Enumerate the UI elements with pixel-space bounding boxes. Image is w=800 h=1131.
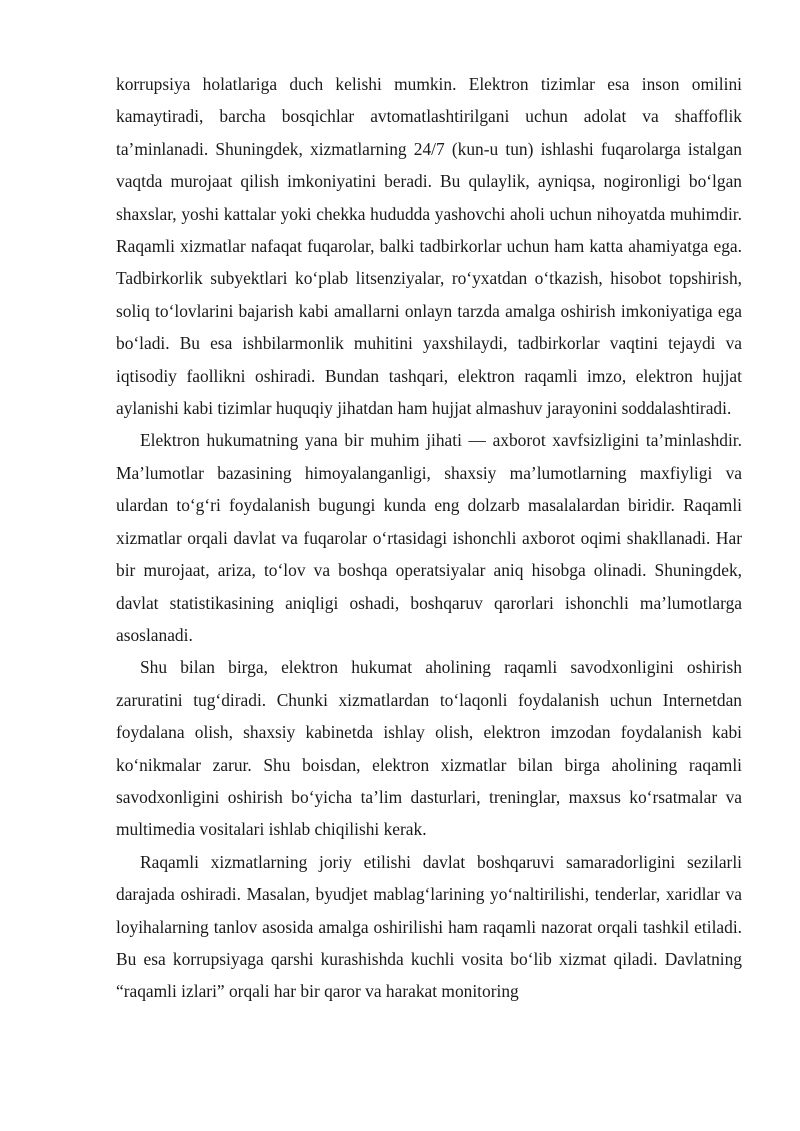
paragraph-digital-literacy: Shu bilan birga, elektron hukumat aholining raqamli savodxonligini oshirish zaruratini tug‘diradi. Chunki xizmatlardan to‘laqonli foydalanish uchun Internetdan foydalana olish, shaxsiy kabinetda ishlay olish, elektron imzodan foydalanish kabi ko‘nikmalar zarur. Shu boisdan, elektron xizmatlar bilan birga aholining raqamli savodxonligini oshirish bo‘yicha ta’lim dasturlari, treninglar, maxsus ko‘rsatmalar va multimedia vositalari ishlab chiqilishi kerak. <box>116 657 742 840</box>
paragraph-governance-efficiency: Raqamli xizmatlarning joriy etilishi davlat boshqaruvi samaradorligini sezilarli darajada oshiradi. Masalan, byudjet mablag‘larining yo‘naltirilishi, tenderlar, xaridlar va loyihalarning tanlov asosida amalga oshirilishi ham raqamli nazorat orqali tashkil etiladi. Bu esa korrupsiyaga qarshi kurashishda kuchli vosita bo‘lib xizmat qiladi. Davlatning “raqamli izlari” orqali har bir qaror va harakat monitoring <box>116 851 742 1002</box>
paragraph-continuation: korrupsiya holatlariga duch kelishi mumkin. Elektron tizimlar esa inson omilini kamaytiradi, barcha bosqichlar avtomatlashtirilgani uchun adolat va shaffoflik ta’minlanadi. Shuningdek, xizmatlarning 24/7 (kun-u tun) ishlashi fuqarolarga istalgan vaqtda murojaat qilish imkoniyatini beradi. Bu qulaylik, ayniqsa, nogironligi bo‘lgan shaxslar, yoshi kattalar yoki chekka hududda yashovchi aholi uchun nihoyatda muhimdir. Raqamli xizmatlar nafaqat fuqarolar, balki tadbirkorlar uchun ham katta ahamiyatga ega. Tadbirkorlik subyektlari ko‘plab litsenziyalar, ro‘yxatdan o‘tkazish, hisobot topshirish, soliq to‘lovlarini bajarish kabi amallarni onlayn tarzda amalga oshirish imkoniyatiga ega bo‘ladi. Bu esa ishbilarmonlik muhitini yaxshilaydi, tadbirkorlar vaqtini tejaydi va iqtisodiy faollikni oshiradi. Bundan tashqari, elektron raqamli imzo, elektron hujjat aylanishi kabi tizimlar huquqiy jihatdan ham hujjat almashuv jarayonini soddalashtiradi. <box>116 74 742 419</box>
paragraph-information-security: Elektron hukumatning yana bir muhim jihati — axborot xavfsizligini ta’minlashdir. Ma’lumotlar bazasining himoyalanganligi, shaxsiy ma’lumotlarning maxfiyligi va ulardan to‘g‘ri foydalanish bugungi kunda eng dolzarb masalalardan biridir. Raqamli xizmatlar orqali davlat va fuqarolar o‘rtasidagi ishonchli axborot oqimi shakllanadi. Har bir murojaat, ariza, to‘lov va boshqa operatsiyalar aniq hisobga olinadi. Shuningdek, davlat statistikasining aniqligi oshadi, boshqaruv qarorlari ishonchli ma’lumotlarga asoslanadi. <box>116 430 742 645</box>
document-page <box>116 68 742 1008</box>
